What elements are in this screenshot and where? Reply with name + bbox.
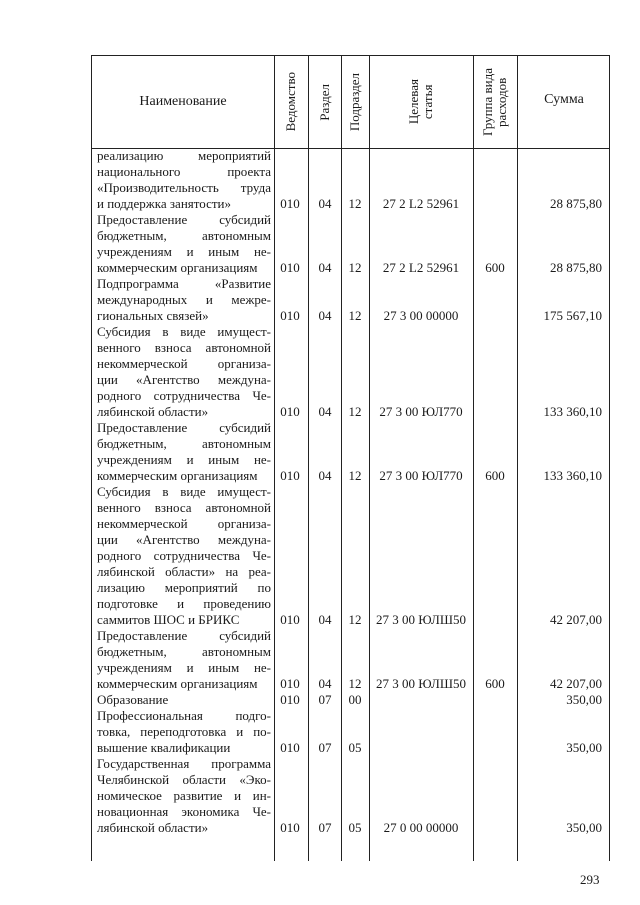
cell-gruppa: 600 (485, 260, 505, 275)
cell-podrazdel: 00 (348, 692, 362, 707)
cell-vedomstvo: 010 (280, 260, 300, 275)
cell-razdel: 04 (318, 196, 332, 211)
cell-summa: 133 360,10 (543, 468, 602, 483)
cell-summa: 28 875,80 (550, 196, 602, 211)
cell-gruppa: 600 (485, 468, 505, 483)
cell-vedomstvo: 010 (280, 740, 300, 755)
cell-podrazdel: 12 (348, 468, 362, 483)
col-divider (274, 56, 275, 861)
cell-razdel: 04 (318, 468, 332, 483)
row-name: Субсидия в виде имущест- венного взноса автономной некоммерческой организа- ции «Агентство междуна- родного сотрудничества Че- лябинской области» (97, 324, 271, 419)
header-name: Наименование (139, 94, 227, 109)
cell-vedomstvo: 010 (280, 196, 300, 211)
cell-podrazdel: 05 (348, 740, 362, 755)
cell-podrazdel: 12 (348, 404, 362, 419)
row-name: Государственная программа Челябинской области «Эко- номическое развитие и ин- новационная экономика Че- лябинской области» (97, 756, 271, 835)
cell-summa: 42 207,00 (550, 676, 602, 691)
cell-celevaya: 27 3 00 00000 (383, 308, 459, 323)
page-number: 293 (580, 872, 600, 887)
cell-summa: 350,00 (566, 820, 602, 835)
cell-razdel: 07 (318, 692, 332, 707)
cell-summa: 28 875,80 (550, 260, 602, 275)
cell-vedomstvo: 010 (280, 820, 300, 835)
cell-razdel: 07 (318, 820, 332, 835)
row-name: реализацию мероприятий национального проекта «Производительность труда и поддержка занятости» (97, 148, 271, 211)
cell-celevaya: 27 2 L2 52961 (382, 196, 460, 211)
cell-razdel: 04 (318, 676, 332, 691)
cell-celevaya: 27 3 00 ЮЛШ50 (376, 612, 466, 627)
header-razdel: Раздел (316, 83, 332, 121)
col-divider (369, 56, 370, 861)
cell-podrazdel: 12 (348, 196, 362, 211)
col-divider (341, 56, 342, 861)
header-podrazdel: Подраздел (347, 72, 362, 132)
row-name: Образование (97, 692, 169, 707)
cell-summa: 350,00 (566, 740, 602, 755)
row-name: Предоставление субсидий бюджетным, автономным учреждениям и иным не- коммерческим организациям (97, 628, 271, 691)
col-divider (308, 56, 309, 861)
cell-celevaya: 27 3 00 ЮЛ770 (379, 404, 463, 419)
cell-celevaya: 27 3 00 ЮЛ770 (379, 468, 463, 483)
cell-summa: 133 360,10 (543, 404, 602, 419)
cell-podrazdel: 05 (348, 820, 362, 835)
cell-razdel: 04 (318, 308, 332, 323)
cell-razdel: 04 (318, 612, 332, 627)
cell-celevaya: 27 3 00 ЮЛШ50 (376, 676, 466, 691)
cell-podrazdel: 12 (348, 612, 362, 627)
cell-razdel: 07 (318, 740, 332, 755)
cell-vedomstvo: 010 (280, 468, 300, 483)
cell-podrazdel: 12 (348, 308, 362, 323)
cell-razdel: 04 (318, 404, 332, 419)
row-name: Предоставление субсидий бюджетным, автономным учреждениям и иным не- коммерческим организациям (97, 420, 271, 483)
budget-table (91, 55, 610, 861)
cell-vedomstvo: 010 (280, 612, 300, 627)
cell-razdel: 04 (318, 260, 332, 275)
cell-celevaya: 27 2 L2 52961 (382, 260, 460, 275)
cell-celevaya: 27 0 00 00000 (383, 820, 459, 835)
cell-summa: 175 567,10 (543, 308, 602, 323)
header-vedomstvo: Ведомство (283, 72, 298, 132)
row-name: Субсидия в виде имущест- венного взноса автономной некоммерческой организа- ции «Агентство междуна- родного сотрудничества Че- лябинской области» на реа- лизацию мероприятий по подготовке и проведению саммитов ШОС и БРИКС (97, 484, 271, 627)
cell-vedomstvo: 010 (280, 676, 300, 691)
cell-gruppa: 600 (485, 676, 505, 691)
header-gruppa: Группа вида расходов (480, 68, 509, 136)
col-divider (517, 56, 518, 861)
row-name: Профессиональная подго- товка, переподготовка и по- вышение квалификации (97, 708, 271, 755)
cell-summa: 350,00 (566, 692, 602, 707)
row-name: Предоставление субсидий бюджетным, автономным учреждениям и иным не- коммерческим организациям (97, 212, 271, 275)
row-name: Подпрограмма «Развитие международных и межре- гиональных связей» (97, 276, 271, 323)
header-summa: Сумма (544, 92, 584, 107)
cell-summa: 42 207,00 (550, 612, 602, 627)
header-celevaya: Целевая статья (406, 79, 435, 125)
cell-vedomstvo: 010 (280, 404, 300, 419)
col-divider (473, 56, 474, 861)
cell-vedomstvo: 010 (280, 308, 300, 323)
cell-podrazdel: 12 (348, 676, 362, 691)
cell-podrazdel: 12 (348, 260, 362, 275)
cell-vedomstvo: 010 (280, 692, 300, 707)
